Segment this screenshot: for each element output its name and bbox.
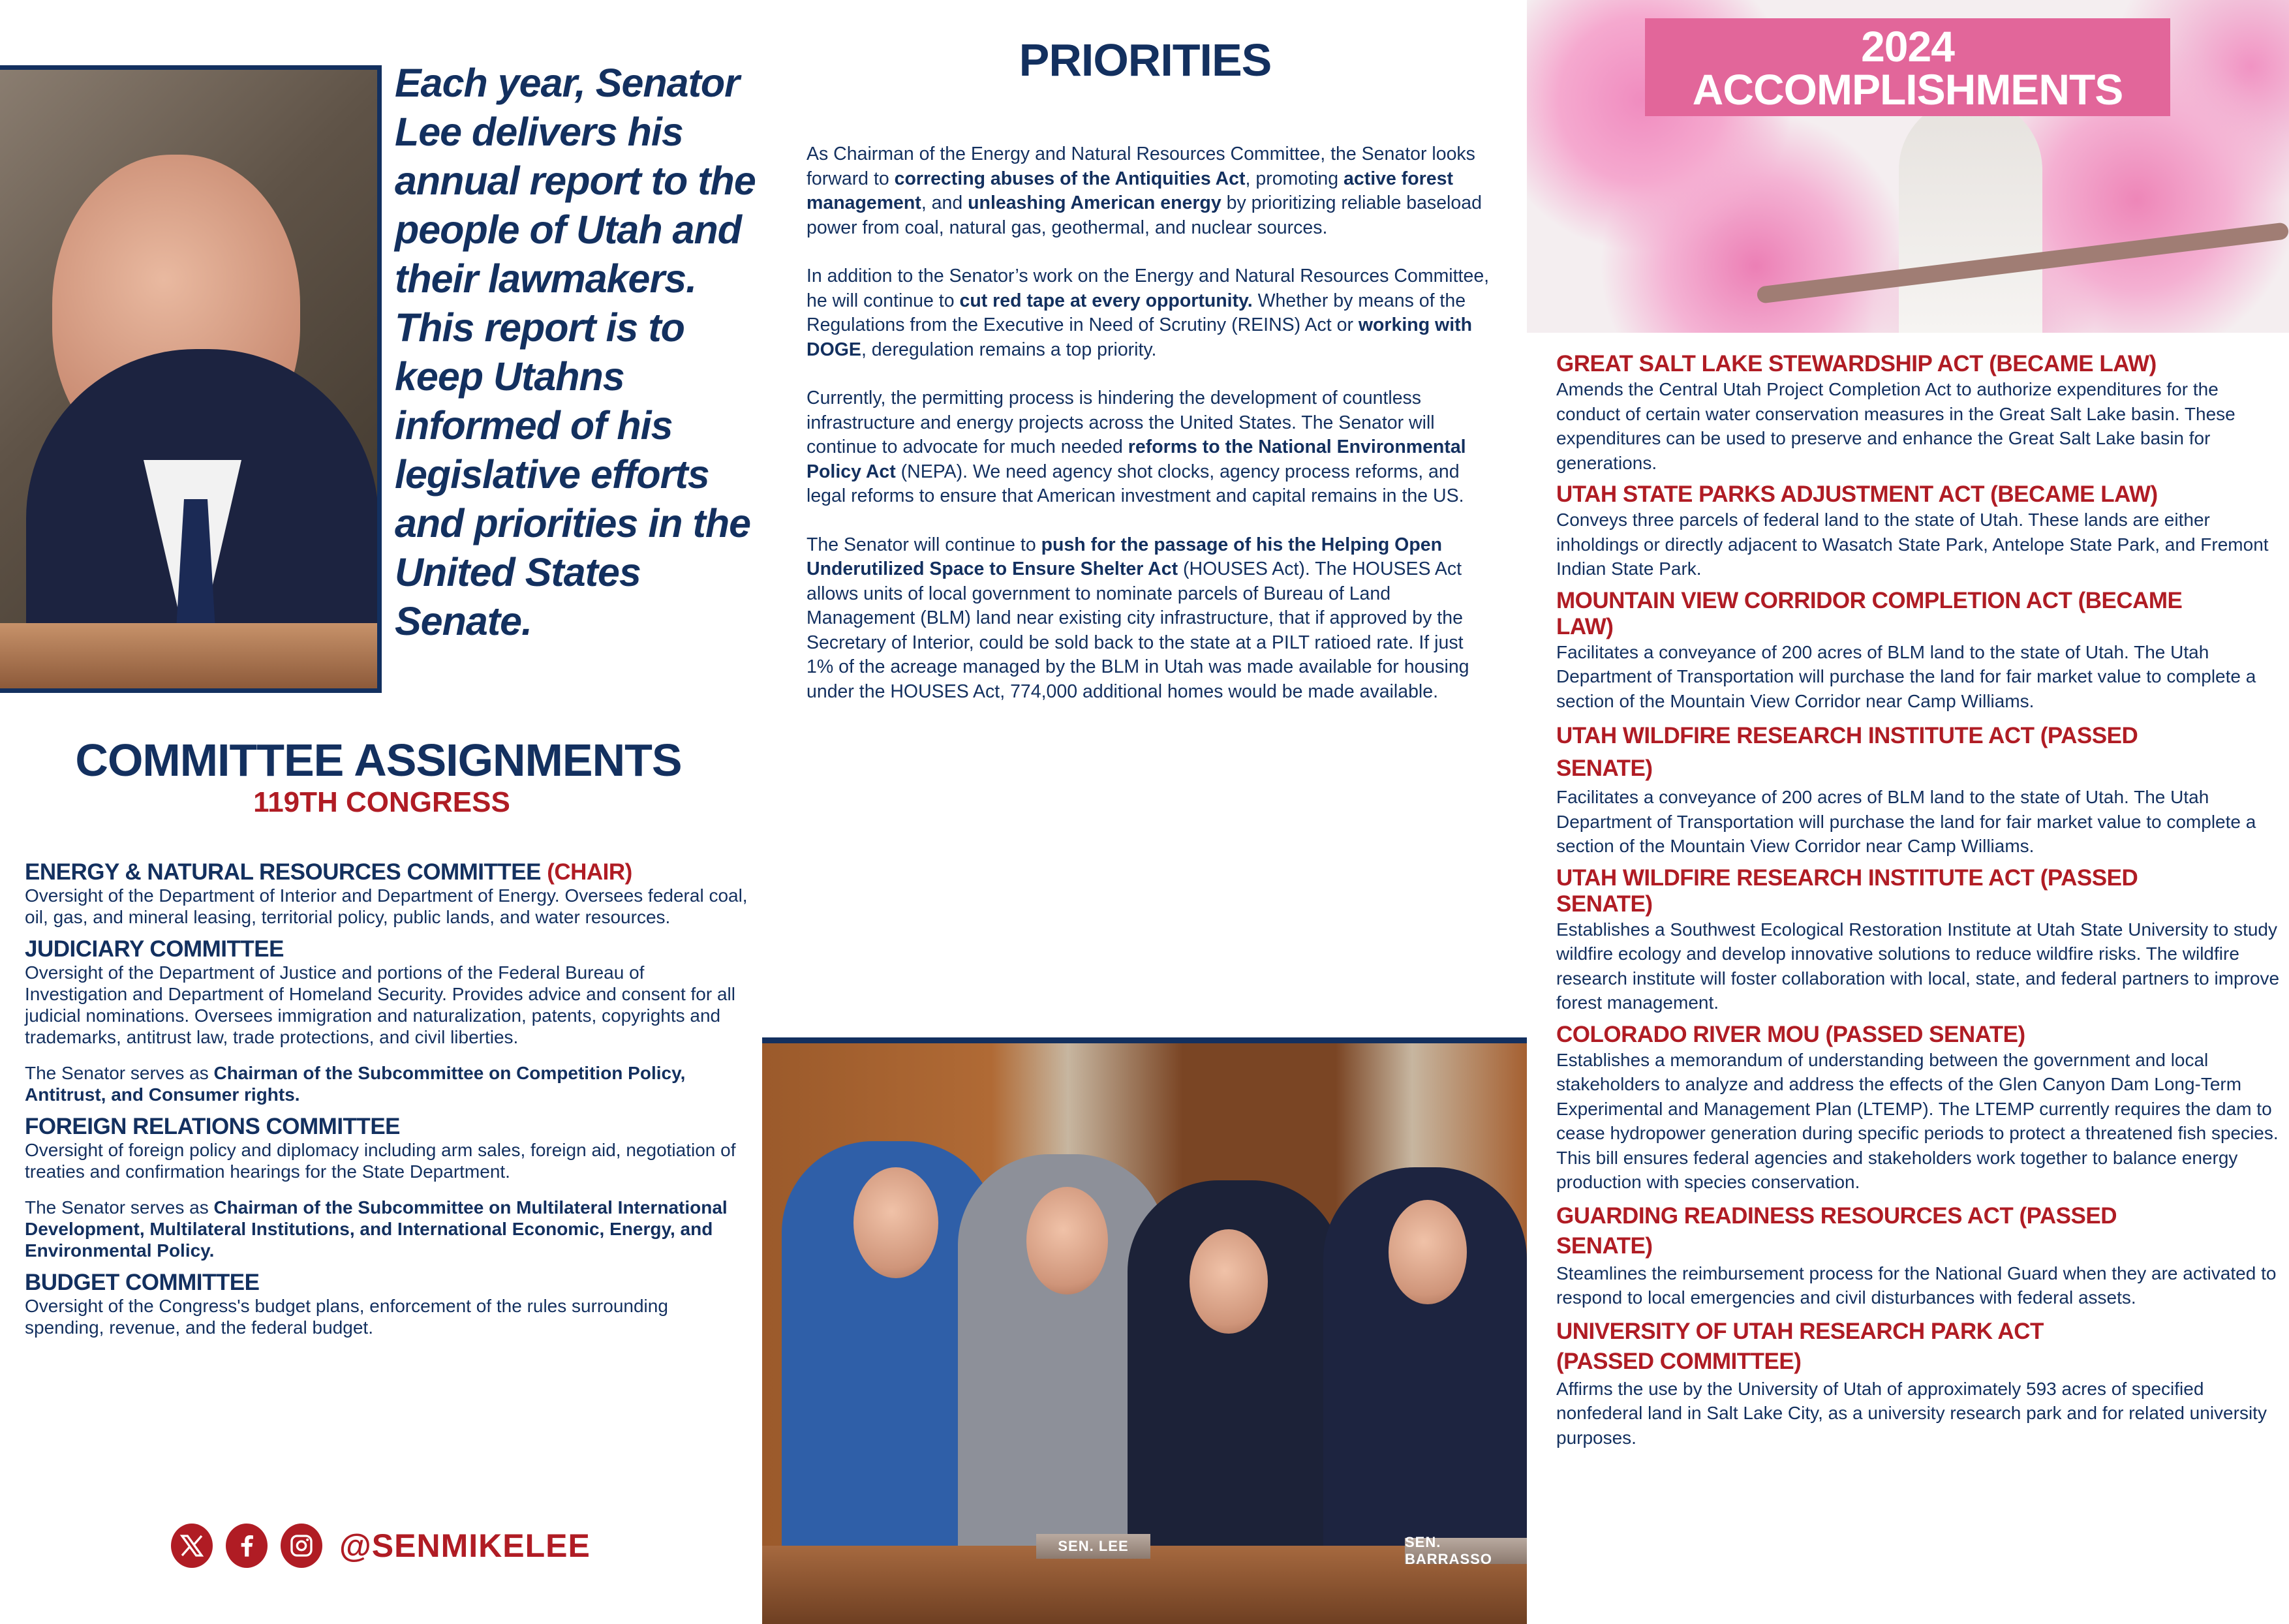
priority-paragraph — [807, 386, 1492, 509]
committee-name: FOREIGN RELATIONS COMMITTEE — [25, 1114, 401, 1139]
accomplishments-banner — [1645, 18, 2170, 116]
x-icon[interactable] — [171, 1524, 213, 1568]
accomplishment-item — [1556, 865, 2281, 1015]
accomplishment-title: UTAH WILDFIRE RESEARCH INSTITUTE ACT (PASSED SENATE) — [1556, 723, 2138, 781]
accomplishment-description: Facilitates a conveyance of 200 acres of BLM land to the state of Utah. The Utah Department of Transportation will purchase the land for fair market value to complete a section of the Mountain View Corridor near Camp Williams. — [1556, 641, 2256, 711]
accomplishment-description: Steamlines the reimbursement process for the National Guard when they are activated to respond to local emergencies and civil disturbances with federal assets. — [1556, 1263, 2277, 1308]
subcommittee-note — [25, 1197, 749, 1261]
note-prefix: The Senator serves as — [25, 1063, 214, 1083]
priority-text: by prioritizing reliable baseload power from coal, natural gas, geothermal, and nuclear sources. — [807, 192, 1482, 238]
committee-heading — [25, 860, 749, 885]
priority-text: Currently, the permitting process is hindering the development of countless infrastructure and energy projects across the United States. The Senator will continue to advocate for much needed — [807, 388, 1435, 457]
photo-face — [1190, 1229, 1268, 1334]
committee-item — [25, 860, 749, 928]
priority-emphasis: reforms to the National Environmental Policy Act — [807, 437, 1466, 482]
social-links — [171, 1522, 591, 1570]
accomplishment-description: Establishes a memorandum of understanding between the government and local stakeholders to analyze and address the effects of the Glen Canyon Dam Long-Term Experimental and Management Plan (LTEMP). The LTEMP currently requires the dam to cease hydropower generation during specific periods to protect a threatened fish species. This bill ensures federal agencies and stakeholders work together to balance energy production with species conservation. — [1556, 1049, 2279, 1192]
accomplishment-item — [1556, 1317, 2281, 1450]
social-handle[interactable]: @SENMIKELEE — [339, 1527, 591, 1564]
committee-assignments-title: COMMITTEE ASSIGNMENTS — [75, 735, 682, 786]
priority-text: , deregulation remains a top priority. — [861, 339, 1157, 360]
accomplishment-description: Amends the Central Utah Project Completion Act to authorize expenditures for the conduct of certain water conservation measures in the Great Salt Lake basin. These expenditures can be used to preserve and enhance the Great Salt Lake basin for generations. — [1556, 379, 2235, 473]
accomplishment-title: UTAH WILDFIRE RESEARCH INSTITUTE ACT (PASSED SENATE) — [1556, 865, 2138, 917]
accomplishment-item — [1556, 482, 2281, 581]
banner-title: ACCOMPLISHMENTS — [1692, 65, 2123, 114]
accomplishment-title: GUARDING READINESS RESOURCES ACT (PASSED SENATE) — [1556, 1203, 2117, 1259]
note-bold: Chairman of the Subcommittee on Multilateral International Development, Multilateral Institutions, and International Economic, Energy, and Environmental Policy. — [25, 1197, 728, 1261]
committee-description: Oversight of foreign policy and diplomacy including arm sales, foreign aid, negotiation of treaties and confirmation hearings for the State Department. — [25, 1140, 736, 1182]
priorities-text — [807, 142, 1492, 728]
priority-emphasis: working with DOGE — [807, 314, 1473, 360]
photo-face — [1389, 1200, 1467, 1304]
accomplishment-item — [1556, 1201, 2281, 1310]
accomplishment-title: UTAH STATE PARKS ADJUSTMENT ACT (BECAME LAW) — [1556, 482, 2158, 507]
nameplate: SEN. BARRASSO — [1405, 1538, 1527, 1564]
committee-name: ENERGY & NATURAL RESOURCES COMMITTEE — [25, 859, 541, 885]
senators-group-photo — [762, 1037, 1527, 1624]
note-prefix: The Senator serves as — [25, 1197, 214, 1218]
priority-text: In addition to the Senator’s work on the Energy and Natural Resources Committee, he will continue to — [807, 266, 1490, 311]
committee-item — [25, 1114, 749, 1261]
note-bold: Chairman of the Subcommittee on Competition Policy, Antitrust, and Consumer rights. — [25, 1063, 686, 1105]
photo-face — [853, 1167, 938, 1278]
accomplishment-item — [1556, 720, 2281, 859]
committee-item — [25, 1270, 749, 1338]
committee-role: (CHAIR) — [547, 859, 632, 885]
facebook-icon[interactable] — [226, 1524, 268, 1568]
banner-year: 2024 — [1861, 22, 1954, 70]
priority-text: (HOUSES Act). The HOUSES Act allows units of local government to nominate parcels of Bureau of Land Management (BLM) land near existing city infrastructure, that if approved by the Secretary of Interior, could be sold back to the state at a PILT ratioed rate. If just 1% of the acreage managed by the BLM in Utah was made available for housing under the HOUSES Act, 774,000 additional homes would be made available. — [807, 559, 1469, 702]
committee-description: Oversight of the Department of Justice and portions of the Federal Bureau of Investigation and Department of Homeland Security. Provides advice and consent for all judicial nominations. Oversees immigration and naturalization, patents, copyrights and trademarks, antitrust law, trade protections, and civil liberties. — [25, 962, 735, 1047]
capitol-dome — [1899, 98, 2042, 333]
accomplishment-description: Affirms the use by the University of Utah of approximately 593 acres of specified nonfederal land in Salt Lake City, as a university research park and for related university purposes. — [1556, 1378, 2267, 1448]
committee-assignments-subtitle: 119TH CONGRESS — [253, 786, 510, 818]
priority-emphasis: push for the passage of his the Helping Open Underutilized Space to Ensure Shelter Act — [807, 534, 1443, 579]
portrait-desk — [0, 623, 377, 688]
committee-description: Oversight of the Department of Interior and Department of Energy. Oversees federal coal, oil, gas, and mineral leasing, territorial policy, public lands, and water resources. — [25, 885, 748, 927]
committee-item — [25, 937, 749, 1105]
priority-paragraph — [807, 533, 1492, 705]
priority-paragraph — [807, 264, 1492, 362]
committee-name: BUDGET COMMITTEE — [25, 1270, 260, 1295]
priority-emphasis: active forest management — [807, 168, 1453, 213]
accomplishment-title: COLORADO RIVER MOU (PASSED SENATE) — [1556, 1021, 2025, 1047]
priority-emphasis: cut red tape at every opportunity. — [959, 290, 1253, 311]
priority-text: The Senator will continue to — [807, 534, 1041, 555]
accomplishment-title: UNIVERSITY OF UTAH RESEARCH PARK ACT (PASSED COMMITTEE) — [1556, 1318, 2044, 1374]
accomplishments-list — [1556, 351, 2281, 1456]
instagram-icon[interactable] — [281, 1524, 322, 1568]
priority-text: Whether by means of the Regulations from the Executive in Need of Scrutiny (REINS) Act or — [807, 290, 1466, 335]
priority-emphasis: correcting abuses of the Antiquities Act — [894, 168, 1246, 189]
accomplishment-description: Facilitates a conveyance of 200 acres of BLM land to the state of Utah. The Utah Department of Transportation will purchase the land for fair market value to complete a section of the Mountain View Corridor near Camp Williams. — [1556, 787, 2256, 856]
committee-description: Oversight of the Congress's budget plans, enforcement of the rules surrounding spending, revenue, and the federal budget. — [25, 1296, 668, 1338]
committee-list — [25, 860, 749, 1341]
senator-portrait-photo — [0, 65, 382, 693]
priority-emphasis: unleashing American energy — [968, 192, 1221, 213]
intro-statement: Each year, Senator Lee delivers his annual report to the people of Utah and their lawmakers. This report is to keep Utahns informed of his legislative efforts and priorities in the United States Senate. — [395, 61, 756, 643]
accomplishment-item — [1556, 588, 2281, 714]
subcommittee-note — [25, 1062, 749, 1105]
priorities-title: PRIORITIES — [1019, 35, 1272, 85]
priority-text: , promoting — [1245, 168, 1344, 189]
priority-text: As Chairman of the Energy and Natural Resources Committee, the Senator looks forward to — [807, 144, 1475, 189]
nameplate: SEN. LEE — [1036, 1534, 1150, 1559]
accomplishment-description: Establishes a Southwest Ecological Restoration Institute at Utah State University to study wildfire ecology and develop innovative solutions to reduce wildfire risks. The wildfire research institute will foster collaboration with local, state, and federal partners to improve forest management. — [1556, 919, 2280, 1013]
accomplishment-item — [1556, 1022, 2281, 1195]
accomplishment-item — [1556, 351, 2281, 475]
priority-text: , and — [921, 192, 968, 213]
priority-text: (NEPA). We need agency shot clocks, agency process reforms, and legal reforms to ensure that American investment and capital remains in the US. — [807, 461, 1464, 506]
committee-name: JUDICIARY COMMITTEE — [25, 936, 284, 962]
priority-paragraph — [807, 142, 1492, 240]
accomplishment-title: MOUNTAIN VIEW CORRIDOR COMPLETION ACT (BECAME LAW) — [1556, 587, 2183, 639]
accomplishment-title: GREAT SALT LAKE STEWARDSHIP ACT (BECAME LAW) — [1556, 351, 2157, 376]
photo-face — [1026, 1187, 1108, 1295]
accomplishment-description: Conveys three parcels of federal land to the state of Utah. These lands are either inholdings or directly adjacent to Wasatch State Park, Antelope State Park, and Fremont Indian State Park. — [1556, 510, 2269, 579]
